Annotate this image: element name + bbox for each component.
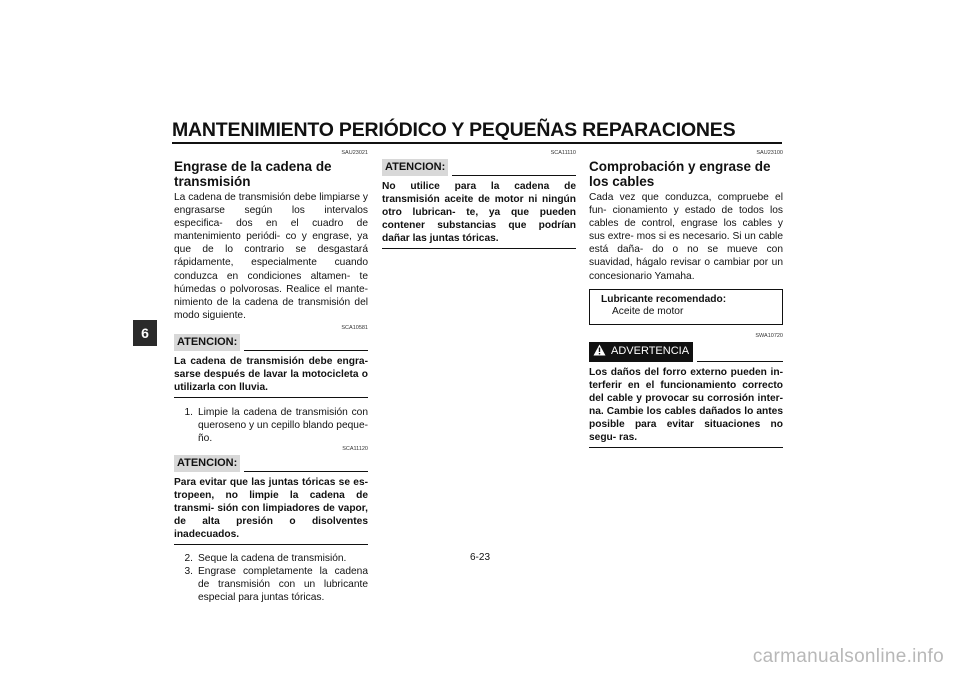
step-text: Seque la cadena de transmisión.: [198, 552, 347, 564]
section-code: SAU23100: [756, 150, 783, 156]
chapter-tab: 6: [133, 320, 157, 346]
warning-header: [589, 342, 783, 362]
lubricant-title: Lubricante recomendado:: [601, 293, 727, 305]
step-text: Engrase completamente la cadena de transmisión con un lubricante especial para juntas tóricas.: [198, 565, 368, 603]
warning-text: Los daños del forro externo pueden in- terferir en el funcionamiento correcto del cable y provocar su corrosión inter- na. Cambie los cables dañados lo antes posible para evitar situaciones no segu- ras.: [589, 366, 783, 448]
header-rule: [172, 142, 782, 144]
notice-rule: [244, 471, 368, 472]
notice-code: SCA10581: [341, 324, 368, 331]
step-item: [174, 565, 368, 604]
notice-code: SCA11110: [550, 150, 576, 156]
warning-triangle-icon: [593, 344, 606, 360]
notice-text: La cadena de transmisión debe engra- sarse después de lavar la motocicleta o utilizarla con lluvia.: [174, 355, 368, 398]
notice-rule: [244, 350, 368, 351]
step-number: 2.: [184, 552, 193, 564]
column-left: [174, 150, 368, 604]
section-heading-cables: Comprobación y engrase de los cables: [589, 159, 771, 189]
notice-header: [174, 455, 368, 472]
notice-label: ATENCION:: [174, 334, 240, 351]
notice-label: ATENCION:: [174, 455, 240, 472]
notice-text: No utilice para la cadena de transmisión aceite de motor ni ningún otro lubrican- te, ya que pueden contener substancias que podrían dañar las juntas tóricas.: [382, 180, 576, 249]
step-text: Limpie la cadena de transmisión con queroseno y un cepillo blando peque- ño.: [198, 406, 368, 444]
lubricant-box: [589, 289, 783, 325]
warning-label-box: [589, 342, 693, 362]
warning-rule: [697, 361, 783, 362]
step-item: [174, 406, 368, 445]
warning-label: ADVERTENCIA: [611, 345, 690, 358]
step-number: 1.: [184, 406, 193, 418]
notice-rule: [452, 175, 576, 176]
notice-text: Para evitar que las juntas tóricas se es- tropeen, no limpie la cadena de transmi- sión con limpiadores de vapor, de alta presión o disolventes inadecuados.: [174, 476, 368, 545]
page-number: 6-23: [469, 552, 490, 563]
section-code: SAU23021: [341, 150, 368, 156]
step-item: [174, 552, 368, 565]
warning-code: SWA10720: [755, 332, 783, 339]
watermark: carmanualsonline.info: [752, 646, 944, 667]
section-body-cables: Cada vez que conduzca, compruebe el fun- cionamiento y estado de todos los cables de control, engrase los cables y sus extre- mos si es necesario. Si un cable está daña- do o no se mueve con suavidad, hágalo revisar o cambiar por un concesionario Yamaha.: [589, 192, 783, 282]
notice-label: ATENCION:: [382, 159, 448, 176]
lubricant-value: Aceite de motor: [612, 306, 684, 318]
column-right: [589, 150, 783, 448]
page-title: MANTENIMIENTO PERIÓDICO Y PEQUEÑAS REPARACIONES: [172, 119, 736, 141]
step-number: 3.: [184, 565, 193, 577]
notice-code: SCA11120: [342, 445, 368, 452]
notice-header: [174, 334, 368, 351]
section-heading-chain: Engrase de la cadena de transmisión: [174, 159, 332, 189]
column-middle: [382, 150, 576, 249]
section-body-chain: La cadena de transmisión debe limpiarse y engrasarse según los intervalos especifica- dos en el cuadro de mantenimiento periódi- co y engrase, ya que de lo contrario se desgastará rápidamente, especialmente cuando conduzca en condiciones altamen- te húmedas o polvorosas. Realice el mante- nimiento de la cadena de transmisión del modo siguiente.: [174, 192, 368, 321]
notice-header: [382, 159, 576, 176]
